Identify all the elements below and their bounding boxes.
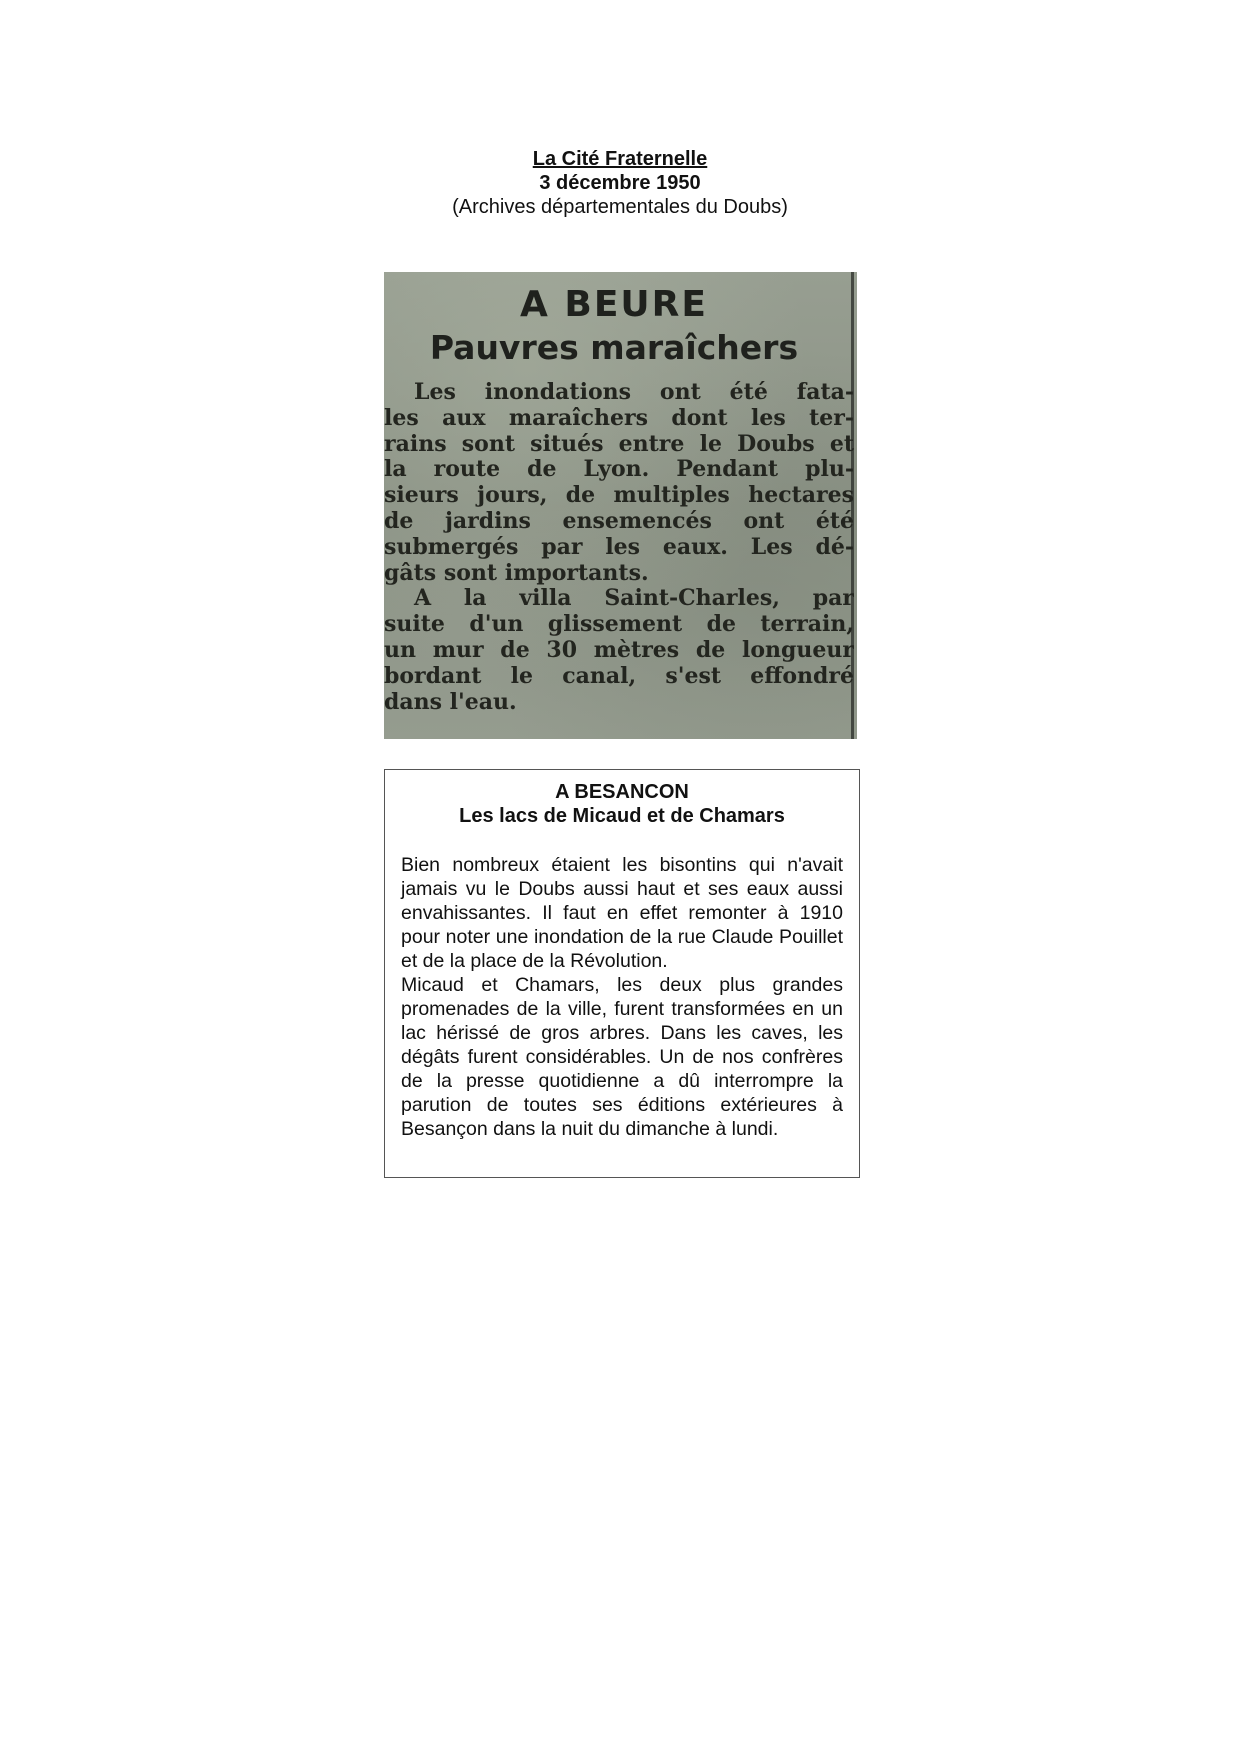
article-heading-location: A BESANCON [555, 781, 689, 803]
article-body [401, 853, 843, 1141]
clipping-line: de jardins ensemencés ont été [384, 508, 854, 534]
clipping-line: dans l'eau. [384, 689, 517, 715]
publication-date: 3 décembre 1950 [539, 172, 701, 194]
clipping-line: A la villa Saint-Charles, par [414, 586, 854, 612]
clipping-line: rains sont situés entre le Doubs et [384, 431, 854, 457]
article-paragraph: Micaud et Chamars, les deux plus grandes promenades de la ville, furent transformées en un lac hérissé de gros arbres. Dans les caves, les dégâts furent considérables. Un de nos confrères de la presse quotidienne a dû interrompre la parution de toutes ses éditions extérieures à Besançon dans la nuit du dimanche à lundi. [401, 974, 843, 1140]
newspaper-clipping-image [384, 272, 857, 739]
transcribed-article-box [384, 769, 860, 1178]
article-paragraph: Bien nombreux étaient les bisontins qui n'avait jamais vu le Doubs aussi haut et ses eaux aussi envahissantes. Il faut en effet remonter à 1910 pour noter une inondation de la rue Claude Pouillet et de la place de la Révolution. [401, 854, 843, 972]
newspaper-title: La Cité Fraternelle [532, 148, 708, 170]
clipping-line: suite d'un glissement de terrain, [384, 612, 854, 638]
clipping-line: les aux maraîchers dont les ter- [384, 405, 854, 431]
clipping-body [384, 380, 854, 715]
clipping-line: sieurs jours, de multiples hectares [384, 483, 854, 509]
clipping-heading-title: Pauvres maraîchers [429, 328, 799, 367]
clipping-line: un mur de 30 mètres de longueur [384, 637, 854, 663]
clipping-line: submergés par les eaux. Les dé- [384, 534, 854, 560]
archive-source: (Archives départementales du Doubs) [452, 196, 788, 218]
clipping-line: la route de Lyon. Pendant plu- [384, 457, 854, 483]
document-header [0, 147, 1240, 219]
clipping-line: gâts sont importants. [384, 560, 649, 586]
clipping-line: Les inondations ont été fata- [414, 380, 854, 405]
article-heading-title: Les lacs de Micaud et de Chamars [459, 805, 785, 827]
clipping-line: bordant le canal, s'est effondré [384, 663, 854, 689]
clipping-heading-location: A BEURE [520, 284, 708, 325]
